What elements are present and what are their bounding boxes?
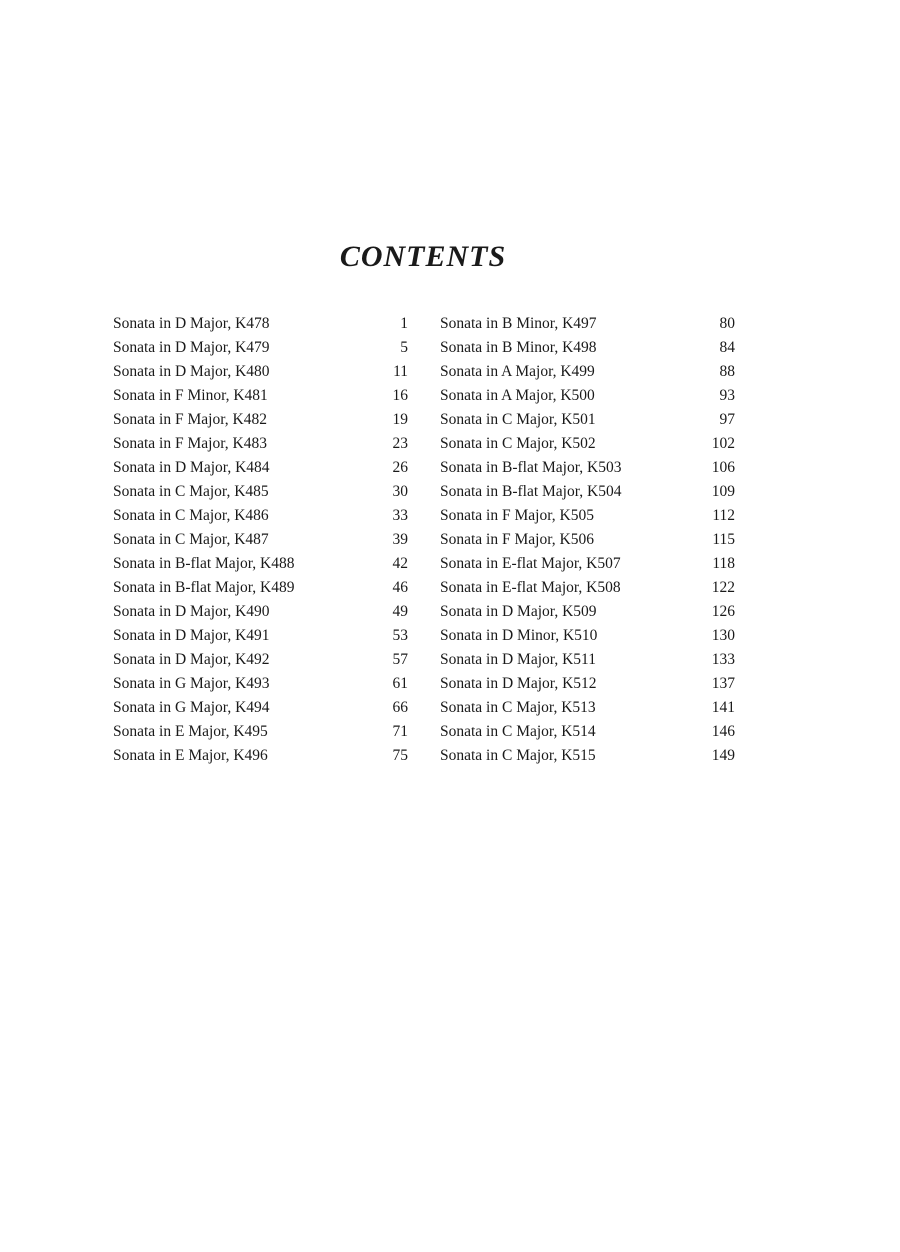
toc-entry-page: 16: [392, 387, 408, 404]
toc-entry: [440, 336, 735, 360]
toc-entry-page: 61: [392, 675, 408, 692]
toc-entry-title: Sonata in E-flat Major, K507: [440, 555, 621, 572]
toc-entry-title: Sonata in E-flat Major, K508: [440, 579, 621, 596]
toc-entry: [440, 576, 735, 600]
toc-entry-page: 149: [711, 747, 735, 764]
contents-column-right: [440, 312, 735, 768]
toc-entry: [113, 312, 408, 336]
toc-entry-page: 75: [392, 747, 408, 764]
contents-column-left: [113, 312, 408, 768]
toc-entry-title: Sonata in B Minor, K497: [440, 315, 597, 332]
page-title: CONTENTS: [339, 240, 507, 273]
toc-entry: [440, 552, 735, 576]
toc-entry: [113, 648, 408, 672]
toc-entry: [440, 696, 735, 720]
toc-entry: [440, 504, 735, 528]
toc-entry-title: Sonata in F Major, K506: [440, 531, 594, 548]
toc-entry: [113, 720, 408, 744]
toc-entry-title: Sonata in F Major, K482: [113, 411, 267, 428]
toc-entry-page: 118: [712, 555, 735, 572]
toc-entry-title: Sonata in B-flat Major, K489: [113, 579, 295, 596]
toc-entry-page: 84: [719, 339, 735, 356]
toc-entry-title: Sonata in D Major, K484: [113, 459, 270, 476]
toc-entry-title: Sonata in E Major, K495: [113, 723, 268, 740]
toc-entry-title: Sonata in G Major, K494: [113, 699, 270, 716]
toc-entry-page: 133: [711, 651, 735, 668]
toc-entry-page: 93: [719, 387, 735, 404]
toc-entry: [113, 384, 408, 408]
toc-entry: [113, 672, 408, 696]
toc-entry-page: 106: [711, 459, 735, 476]
toc-entry-title: Sonata in D Major, K511: [440, 651, 596, 668]
toc-entry-page: 115: [712, 531, 735, 548]
toc-entry-title: Sonata in D Major, K480: [113, 363, 270, 380]
toc-entry-page: 53: [392, 627, 408, 644]
toc-entry-title: Sonata in B Minor, K498: [440, 339, 597, 356]
toc-entry-title: Sonata in F Minor, K481: [113, 387, 268, 404]
toc-entry: [440, 360, 735, 384]
toc-entry-title: Sonata in D Major, K509: [440, 603, 597, 620]
toc-entry-title: Sonata in D Major, K479: [113, 339, 270, 356]
toc-entry-page: 66: [392, 699, 408, 716]
toc-entry: [440, 408, 735, 432]
toc-entry-title: Sonata in C Major, K487: [113, 531, 269, 548]
toc-entry-title: Sonata in A Major, K500: [440, 387, 595, 404]
toc-entry: [440, 744, 735, 768]
toc-entry: [113, 528, 408, 552]
toc-entry-page: 80: [719, 315, 735, 332]
toc-entry-title: Sonata in E Major, K496: [113, 747, 268, 764]
toc-entry: [440, 528, 735, 552]
toc-entry-page: 11: [393, 363, 408, 380]
toc-entry: [113, 408, 408, 432]
toc-entry-page: 88: [719, 363, 735, 380]
toc-entry: [440, 312, 735, 336]
toc-entry: [440, 624, 735, 648]
toc-entry-title: Sonata in C Major, K514: [440, 723, 596, 740]
toc-entry-page: 137: [711, 675, 735, 692]
toc-entry: [113, 744, 408, 768]
toc-entry: [113, 456, 408, 480]
toc-entry-page: 5: [400, 339, 408, 356]
toc-entry-page: 126: [711, 603, 735, 620]
toc-entry-page: 146: [711, 723, 735, 740]
toc-entry-title: Sonata in G Major, K493: [113, 675, 270, 692]
toc-entry-page: 109: [711, 483, 735, 500]
toc-entry: [440, 672, 735, 696]
toc-entry-page: 112: [712, 507, 735, 524]
toc-entry-page: 39: [392, 531, 408, 548]
toc-entry-page: 57: [392, 651, 408, 668]
toc-entry-title: Sonata in B-flat Major, K488: [113, 555, 295, 572]
toc-entry-page: 23: [392, 435, 408, 452]
toc-entry-title: Sonata in A Major, K499: [440, 363, 595, 380]
toc-entry-title: Sonata in D Major, K490: [113, 603, 270, 620]
toc-entry-title: Sonata in C Major, K501: [440, 411, 596, 428]
toc-entry: [113, 576, 408, 600]
toc-entry: [440, 456, 735, 480]
toc-entry-title: Sonata in C Major, K502: [440, 435, 596, 452]
toc-entry-page: 30: [392, 483, 408, 500]
toc-entry-page: 1: [400, 315, 408, 332]
toc-entry-title: Sonata in C Major, K486: [113, 507, 269, 524]
toc-entry-title: Sonata in B-flat Major, K504: [440, 483, 622, 500]
toc-entry-page: 130: [711, 627, 735, 644]
toc-entry: [113, 552, 408, 576]
toc-entry-title: Sonata in D Major, K492: [113, 651, 270, 668]
toc-entry-page: 46: [392, 579, 408, 596]
toc-entry: [440, 720, 735, 744]
toc-entry-title: Sonata in C Major, K513: [440, 699, 596, 716]
toc-entry: [113, 360, 408, 384]
toc-entry-title: Sonata in F Major, K505: [440, 507, 594, 524]
toc-entry: [440, 384, 735, 408]
toc-entry-page: 49: [392, 603, 408, 620]
toc-entry-title: Sonata in F Major, K483: [113, 435, 267, 452]
toc-entry-page: 102: [711, 435, 735, 452]
toc-entry-title: Sonata in D Major, K491: [113, 627, 270, 644]
toc-entry-page: 42: [392, 555, 408, 572]
toc-entry: [440, 432, 735, 456]
toc-entry-title: Sonata in C Major, K485: [113, 483, 269, 500]
toc-entry-page: 122: [711, 579, 735, 596]
toc-entry: [113, 336, 408, 360]
toc-entry: [440, 600, 735, 624]
toc-entry-title: Sonata in D Major, K512: [440, 675, 597, 692]
toc-entry-title: Sonata in C Major, K515: [440, 747, 596, 764]
toc-entry: [440, 648, 735, 672]
toc-entry-page: 19: [392, 411, 408, 428]
toc-entry-title: Sonata in B-flat Major, K503: [440, 459, 622, 476]
toc-entry: [113, 696, 408, 720]
toc-entry-page: 26: [392, 459, 408, 476]
toc-entry-title: Sonata in D Major, K478: [113, 315, 270, 332]
toc-entry-page: 97: [719, 411, 735, 428]
toc-entry: [113, 432, 408, 456]
toc-entry: [113, 600, 408, 624]
toc-entry-page: 141: [711, 699, 735, 716]
toc-entry-page: 33: [392, 507, 408, 524]
toc-entry: [113, 504, 408, 528]
toc-entry: [113, 480, 408, 504]
toc-entry: [113, 624, 408, 648]
toc-entry-page: 71: [392, 723, 408, 740]
toc-entry: [440, 480, 735, 504]
toc-entry-title: Sonata in D Minor, K510: [440, 627, 598, 644]
